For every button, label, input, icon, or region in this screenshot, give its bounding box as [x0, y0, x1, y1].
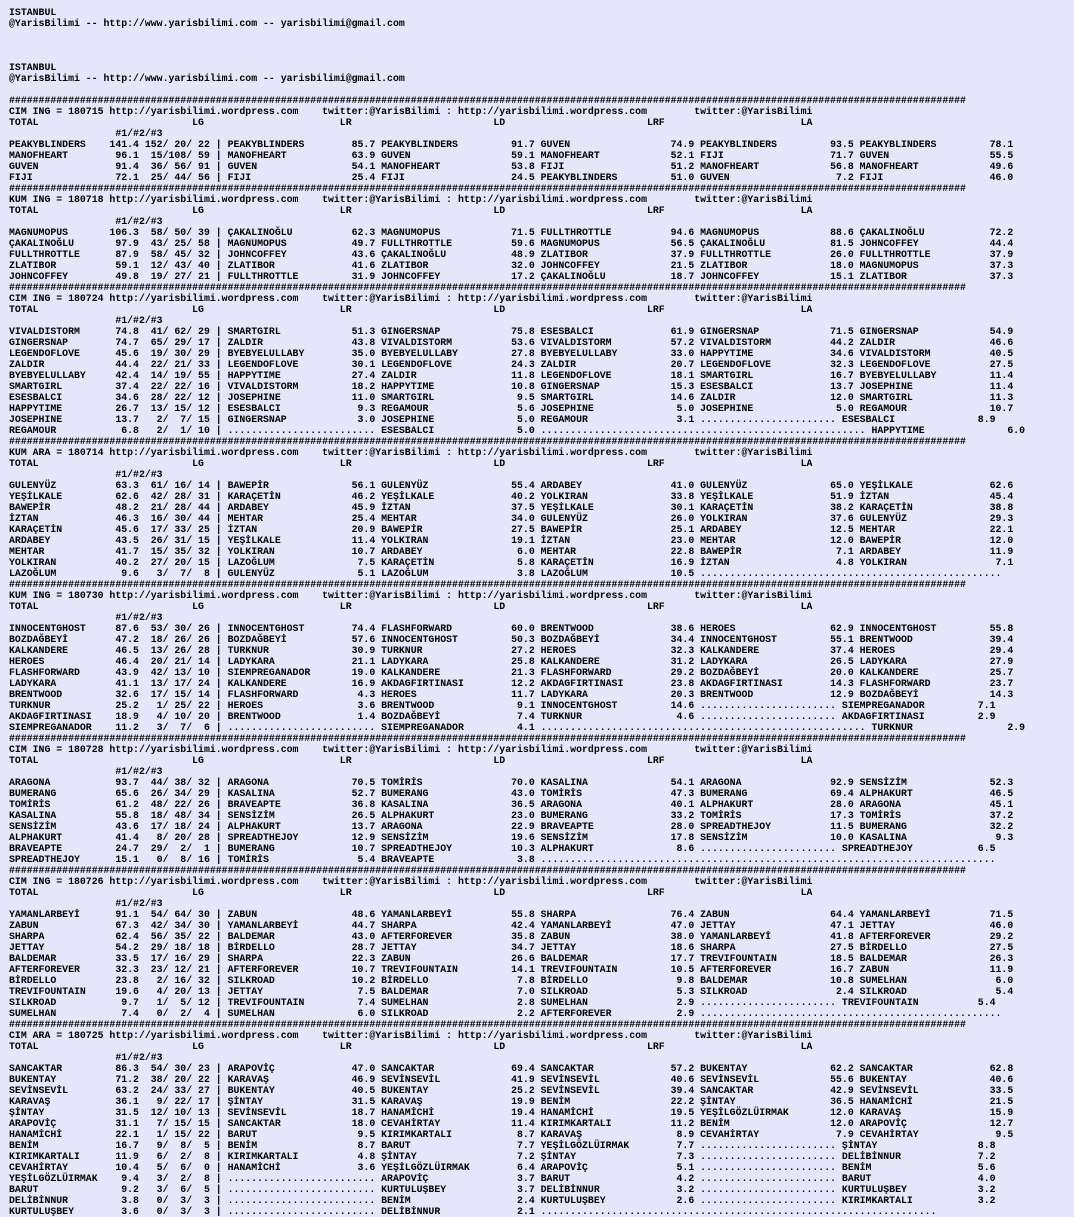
text-line: ARDABEY 43.5 26/ 31/ 15 | YEŞİLKALE 11.4 YOLKIRAN 19.1 İZTAN 23.0 MEHTAR 12.0 BAWEPİR 12.0 [9, 535, 1014, 546]
text-line: TOMİRİS 61.2 48/ 22/ 26 | BRAVEAPTE 36.8 KASALINA 36.5 ARAGONA 40.1 ALPHAKURT 28.0 ARAGONA 45.1 [9, 799, 1014, 810]
text-line: TOTAL LG LR LD LRF LA [9, 304, 813, 315]
text-line: #1/#2/#3 [9, 1052, 163, 1063]
text-line: GINGERSNAP 74.7 65/ 29/ 17 | ZALDIR 43.8 VIVALDISTORM 53.6 VIVALDISTORM 57.2 VIVALDISTORM 44.2 ZALDIR 46.6 [9, 337, 1014, 348]
text-line: HAPPYTIME 26.7 13/ 15/ 12 | ESESBALCI 9.3 REGAMOUR 5.6 JOSEPHINE 5.0 JOSEPHINE 5.0 REGAMOUR 10.7 [9, 403, 1014, 414]
text-line: SPREADTHEJOY 15.1 0/ 8/ 16 | TOMİRİS 5.4 BRAVEAPTE 3.8 ............................................................................. [9, 854, 996, 865]
text-line: SANCAKTAR 86.3 54/ 30/ 23 | ARAPOVİÇ 47.0 SANCAKTAR 69.4 SANCAKTAR 57.2 BUKENTAY 62.2 SANCAKTAR 62.8 [9, 1063, 1014, 1074]
text-line: GUVEN 91.4 36/ 56/ 91 | GUVEN 54.1 MANOFHEART 53.8 FIJI 51.2 MANOFHEART 56.8 MANOFHEART 49.6 [9, 161, 1014, 172]
text-line: VIVALDISTORM 74.8 41/ 62/ 29 | SMARTGIRL 51.3 GINGERSNAP 75.8 ESESBALCI 61.9 GINGERSNAP 71.5 GINGERSNAP 54.9 [9, 326, 1014, 337]
text-line: BUMERANG 65.6 26/ 34/ 29 | KASALINA 52.7 BUMERANG 43.0 TOMİRİS 47.3 BUMERANG 69.4 ALPHAKURT 46.5 [9, 788, 1014, 799]
text-line: ÇAKALINOĞLU 97.9 43/ 25/ 58 | MAGNUMOPUS 49.7 FULLTHROTTLE 59.6 MAGNUMOPUS 56.5 ÇAKALINOĞLU 81.5 JOHNCOFFEY 44.4 [9, 238, 1014, 249]
text-line: BRAVEAPTE 24.7 29/ 2/ 1 | BUMERANG 10.7 SPREADTHEJOY 10.3 ALPHAKURT 8.6 ....................... SPREADTHEJOY 6.5 [9, 843, 996, 854]
text-line: CIM ING = 180726 http://yarisbilimi.wordpress.com twitter:@YarisBilimi : http://yarisbilimi.wordpress.com twitter:@YarisBilimi [9, 876, 813, 887]
text-line: ################################################################################################################################################################## [9, 1019, 966, 1030]
text-line: SMARTGIRL 37.4 22/ 22/ 16 | VIVALDISTORM 18.2 HAPPYTIME 10.8 GINGERSNAP 15.3 ESESBALCI 13.7 JOSEPHINE 11.4 [9, 381, 1014, 392]
text-line [9, 84, 1074, 95]
text-line: BARUT 9.2 3/ 6/ 5 | ......................... KURTULUŞBEY 3.7 DELİBİNNUR 3.2 ....................... KURTULUŞBEY 3.2 [9, 1184, 996, 1195]
text-line: TURKNUR 25.2 1/ 25/ 22 | HEROES 3.6 BRENTWOOD 9.1 INNOCENTGHOST 14.6 ....................... SIEMPREGANADOR 7.1 [9, 700, 996, 711]
text-line: #1/#2/#3 [9, 128, 163, 139]
text-line: FULLTHROTTLE 87.9 58/ 45/ 32 | JOHNCOFFEY 43.6 ÇAKALINOĞLU 48.9 ZLATIBOR 37.9 FULLTHROTTLE 26.0 FULLTHROTTLE 37.9 [9, 249, 1014, 260]
text-line: HANAMİCHİ 22.1 1/ 15/ 22 | BARUT 9.5 KIRIMKARTALI 8.7 KARAVAŞ 8.9 CEVAHİRTAY 7.9 CEVAHİRTAY 9.5 [9, 1129, 1014, 1140]
text-line: SEVİNSEVİL 63.2 24/ 33/ 27 | BUKENTAY 40.5 BUKENTAY 25.2 SEVİNSEVİL 39.4 SANCAKTAR 42.9 SEVİNSEVİL 33.5 [9, 1085, 1014, 1096]
text-line: KUM ING = 180718 http://yarisbilimi.wordpress.com twitter:@YarisBilimi : http://yarisbilimi.wordpress.com twitter:@YarisBilimi [9, 194, 813, 205]
text-line: TOTAL LG LR LD LRF LA [9, 755, 813, 766]
text-line: INNOCENTGHOST 87.6 53/ 30/ 26 | INNOCENTGHOST 74.4 FLASHFORWARD 60.0 BRENTWOOD 38.6 HEROES 62.9 INNOCENTGHOST 55.8 [9, 623, 1014, 634]
text-line: KARAÇETİN 45.6 17/ 33/ 25 | İZTAN 20.9 BAWEPİR 27.5 BAWEPİR 25.1 ARDABEY 12.5 MEHTAR 22.1 [9, 524, 1014, 535]
text-line: @YarisBilimi -- http://www.yarisbilimi.com -- yarisbilimi@gmail.com [9, 18, 405, 29]
text-line: TOTAL LG LR LD LRF LA [9, 458, 813, 469]
text-line: TOTAL LG LR LD LRF LA [9, 117, 813, 128]
text-line: @YarisBilimi -- http://www.yarisbilimi.com -- yarisbilimi@gmail.com [9, 73, 405, 84]
text-line [9, 51, 1074, 62]
text-line: LEGENDOFLOVE 45.6 19/ 30/ 29 | BYEBYELULLABY 35.0 BYEBYELULLABY 27.8 BYEBYELULLABY 33.0 HAPPYTIME 34.6 VIVALDISTORM 40.5 [9, 348, 1014, 359]
text-line: YAMANLARBEYİ 91.1 54/ 64/ 30 | ZABUN 48.6 YAMANLARBEYİ 55.8 SHARPA 76.4 ZABUN 64.4 YAMANLARBEYİ 71.5 [9, 909, 1014, 920]
text-line: BENİM 16.7 9/ 8/ 5 | BENİM 8.7 BARUT 7.7 YEŞİLGÖZLÜIRMAK 7.7 ....................... ŞİNTAY 8.8 [9, 1140, 996, 1151]
text-line: ################################################################################################################################################################## [9, 579, 966, 590]
text-line: İZTAN 46.3 16/ 30/ 44 | MEHTAR 25.4 MEHTAR 34.0 GULENYÜZ 26.0 YOLKIRAN 37.6 GULENYÜZ 29.3 [9, 513, 1014, 524]
text-line: ZALDIR 44.4 22/ 21/ 33 | LEGENDOFLOVE 30.1 LEGENDOFLOVE 24.3 ZALDIR 20.7 LEGENDOFLOVE 32.3 LEGENDOFLOVE 27.5 [9, 359, 1014, 370]
text-line: ŞİNTAY 31.5 12/ 10/ 13 | SEVİNSEVİL 18.7 HANAMİCHİ 19.4 HANAMİCHİ 19.5 YEŞİLGÖZLÜIRMAK 12.0 KARAVAŞ 15.9 [9, 1107, 1014, 1118]
text-line: #1/#2/#3 [9, 766, 163, 777]
text-line: ISTANBUL [9, 7, 57, 18]
text-line: BYEBYELULLABY 42.4 14/ 19/ 55 | HAPPYTIME 27.4 ZALDIR 11.8 LEGENDOFLOVE 18.1 SMARTGIRL 16.7 BYEBYELULLABY 11.4 [9, 370, 1014, 381]
text-line: KURTULUŞBEY 3.6 0/ 3/ 3 | ......................... DELİBİNNUR 2.1 ................................................................... [9, 1206, 937, 1217]
text-line: CIM ING = 180715 http://yarisbilimi.wordpress.com twitter:@YarisBilimi : http://yarisbilimi.wordpress.com twitter:@YarisBilimi [9, 106, 813, 117]
text-line: KUM ARA = 180714 http://yarisbilimi.wordpress.com twitter:@YarisBilimi : http://yarisbilimi.wordpress.com twitter:@YarisBilimi [9, 447, 813, 458]
text-line: MANOFHEART 96.1 15/108/ 59 | MANOFHEART 63.9 GUVEN 59.1 MANOFHEART 52.1 FIJI 71.7 GUVEN 55.5 [9, 150, 1014, 161]
text-line: KASALINA 55.8 18/ 48/ 34 | SENSİZİM 26.5 ALPHAKURT 23.0 BUMERANG 33.2 TOMİRİS 17.3 TOMİRİS 37.2 [9, 810, 1014, 821]
text-line: ARAPOVİÇ 31.1 7/ 15/ 15 | SANCAKTAR 18.0 CEVAHİRTAY 11.4 KIRIMKARTALI 11.2 BENİM 12.0 ARAPOVİÇ 12.7 [9, 1118, 1014, 1129]
text-line: JETTAY 54.2 29/ 18/ 18 | BİRDELLO 28.7 JETTAY 34.7 JETTAY 18.6 SHARPA 27.5 BİRDELLO 27.5 [9, 942, 1014, 953]
text-line: BAWEPİR 48.2 21/ 28/ 44 | ARDABEY 45.9 İZTAN 37.5 YEŞİLKALE 30.1 KARAÇETİN 38.2 KARAÇETİN 38.8 [9, 502, 1014, 513]
text-line: ZLATIBOR 59.1 12/ 43/ 40 | ZLATIBOR 41.6 ZLATIBOR 32.0 JOHNCOFFEY 21.5 ZLATIBOR 18.0 MAGNUMOPUS 37.3 [9, 260, 1014, 271]
text-line: YEŞİLGÖZLÜIRMAK 9.4 3/ 2/ 8 | ......................... ARAPOVİÇ 3.7 BARUT 4.2 ....................... BARUT 4.0 [9, 1173, 996, 1184]
text-line: SILKROAD 9.7 1/ 5/ 12 | TREVIFOUNTAIN 7.4 SUMELHAN 2.8 SUMELHAN 2.9 ....................... TREVIFOUNTAIN 5.4 [9, 997, 996, 1008]
text-line: ################################################################################################################################################################## [9, 733, 966, 744]
text-line: #1/#2/#3 [9, 612, 163, 623]
text-line: ESESBALCI 34.6 28/ 22/ 12 | JOSEPHINE 11.0 SMARTGIRL 9.5 SMARTGIRL 14.6 ZALDIR 12.0 SMARTGIRL 11.3 [9, 392, 1014, 403]
text-line: CIM ARA = 180725 http://yarisbilimi.wordpress.com twitter:@YarisBilimi : http://yarisbilimi.wordpress.com twitter:@YarisBilimi [9, 1030, 813, 1041]
text-line: JOHNCOFFEY 49.8 19/ 27/ 21 | FULLTHROTTLE 31.9 JOHNCOFFEY 17.2 ÇAKALINOĞLU 18.7 JOHNCOFFEY 15.1 ZLATIBOR 37.3 [9, 271, 1014, 282]
text-line: BALDEMAR 33.5 17/ 16/ 29 | SHARPA 22.3 ZABUN 26.6 BALDEMAR 17.7 TREVIFOUNTAIN 18.5 BALDEMAR 26.3 [9, 953, 1014, 964]
text-line: ################################################################################################################################################################## [9, 436, 966, 447]
text-line: SUMELHAN 7.4 0/ 2/ 4 | SUMELHAN 6.0 SILKROAD 2.2 AFTERFOREVER 2.9 ................................................... [9, 1008, 1002, 1019]
text-line: HEROES 46.4 20/ 21/ 14 | LADYKARA 21.1 LADYKARA 25.8 KALKANDERE 31.2 LADYKARA 26.5 LADYKARA 27.9 [9, 656, 1014, 667]
text-line: REGAMOUR 6.8 2/ 1/ 10 | ......................... ESESBALCI 5.0 ....................................................... HAPPYTIME 6.0 [9, 425, 1026, 436]
text-line: ISTANBUL [9, 62, 57, 73]
text-line: ################################################################################################################################################################## [9, 183, 966, 194]
text-line: TOTAL LG LR LD LRF LA [9, 887, 813, 898]
text-line: BİRDELLO 23.8 2/ 16/ 32 | SILKROAD 10.2 BİRDELLO 7.8 BİRDELLO 9.8 BALDEMAR 10.8 SUMELHAN 6.0 [9, 975, 1014, 986]
text-line: SIEMPREGANADOR 11.2 3/ 7/ 6 | ......................... SIEMPREGANADOR 4.1 ....................................................... TURKNUR 2.9 [9, 722, 1026, 733]
text-line: GULENYÜZ 63.3 61/ 16/ 14 | BAWEPİR 56.1 GULENYÜZ 55.4 ARDABEY 41.0 GULENYÜZ 65.0 YEŞİLKALE 62.6 [9, 480, 1014, 491]
text-line: ZABUN 67.3 42/ 34/ 30 | YAMANLARBEYİ 44.7 SHARPA 42.4 YAMANLARBEYİ 47.0 JETTAY 47.1 JETTAY 46.0 [9, 920, 1014, 931]
text-line: KARAVAŞ 36.1 9/ 22/ 17 | ŞİNTAY 31.5 KARAVAŞ 19.9 BENİM 22.2 ŞİNTAY 36.5 HANAMİCHİ 21.5 [9, 1096, 1014, 1107]
text-line: TOTAL LG LR LD LRF LA [9, 205, 813, 216]
text-line [9, 40, 1074, 51]
text-line: ARAGONA 93.7 44/ 38/ 32 | ARAGONA 70.5 TOMİRİS 70.0 KASALINA 54.1 ARAGONA 92.9 SENSİZİM 52.3 [9, 777, 1014, 788]
text-line: SHARPA 62.4 56/ 35/ 22 | BALDEMAR 43.0 AFTERFOREVER 35.8 ZABUN 38.0 YAMANLARBEYİ 41.8 AFTERFOREVER 29.2 [9, 931, 1014, 942]
text-line: MEHTAR 41.7 15/ 35/ 32 | YOLKIRAN 10.7 ARDABEY 6.0 MEHTAR 22.8 BAWEPİR 7.1 ARDABEY 11.9 [9, 546, 1014, 557]
text-line: ################################################################################################################################################################## [9, 95, 966, 106]
text-line: TOTAL LG LR LD LRF LA [9, 601, 813, 612]
text-line: YOLKIRAN 40.2 27/ 20/ 15 | LAZOĞLUM 7.5 KARAÇETİN 5.8 KARAÇETİN 16.9 İZTAN 4.8 YOLKIRAN 7.1 [9, 557, 1014, 568]
text-line: CIM ING = 180728 http://yarisbilimi.wordpress.com twitter:@YarisBilimi : http://yarisbilimi.wordpress.com twitter:@YarisBilimi [9, 744, 813, 755]
text-line: #1/#2/#3 [9, 216, 163, 227]
text-line: #1/#2/#3 [9, 315, 163, 326]
text-line: FIJI 72.1 25/ 44/ 56 | FIJI 25.4 FIJI 24.5 PEAKYBLINDERS 51.0 GUVEN 7.2 FIJI 46.0 [9, 172, 1014, 183]
text-line: FLASHFORWARD 43.9 42/ 13/ 10 | SIEMPREGANADOR 19.0 KALKANDERE 21.3 FLASHFORWARD 29.2 BOZDAĞBEYİ 20.0 KALKANDERE 25.7 [9, 667, 1014, 678]
text-line: KUM ING = 180730 http://yarisbilimi.wordpress.com twitter:@YarisBilimi : http://yarisbilimi.wordpress.com twitter:@YarisBilimi [9, 590, 813, 601]
text-line: ALPHAKURT 41.4 8/ 20/ 28 | SPREADTHEJOY 12.9 SENSİZİM 19.6 SENSİZİM 17.8 SENSİZİM 10.0 KASALINA 9.3 [9, 832, 1014, 843]
text-line: KIRIMKARTALI 11.9 6/ 2/ 8 | KIRIMKARTALI 4.8 ŞİNTAY 7.2 ŞİNTAY 7.3 ....................... DELİBİNNUR 7.2 [9, 1151, 996, 1162]
text-line: AKDAGFIRTINASI 18.9 4/ 10/ 20 | BRENTWOOD 1.4 BOZDAĞBEYİ 7.4 TURKNUR 4.6 ....................... AKDAGFIRTINASI 2.9 [9, 711, 996, 722]
text-line: TREVIFOUNTAIN 19.6 4/ 20/ 13 | JETTAY 7.5 BALDEMAR 7.0 SILKROAD 5.3 SILKROAD 2.4 SILKROAD 5.4 [9, 986, 1014, 997]
text-line: KALKANDERE 46.5 13/ 26/ 28 | TURKNUR 30.9 TURKNUR 27.2 HEROES 32.3 KALKANDERE 37.4 HEROES 29.4 [9, 645, 1014, 656]
text-line: BRENTWOOD 32.6 17/ 15/ 14 | FLASHFORWARD 4.3 HEROES 11.7 LADYKARA 20.3 BRENTWOOD 12.9 BOZDAĞBEYİ 14.3 [9, 689, 1014, 700]
text-line: SENSİZİM 43.6 17/ 18/ 24 | ALPHAKURT 13.7 ARAGONA 22.9 BRAVEAPTE 28.0 SPREADTHEJOY 11.5 BUMERANG 32.2 [9, 821, 1014, 832]
text-line: DELİBİNNUR 3.8 0/ 3/ 3 | ......................... BENİM 2.4 KURTULUŞBEY 2.6 ....................... KIRIMKARTALI 3.2 [9, 1195, 996, 1206]
text-line: AFTERFOREVER 32.3 23/ 12/ 21 | AFTERFOREVER 10.7 TREVIFOUNTAIN 14.1 TREVIFOUNTAIN 10.5 AFTERFOREVER 16.7 ZABUN 11.9 [9, 964, 1014, 975]
text-line: #1/#2/#3 [9, 898, 163, 909]
text-line: TOTAL LG LR LD LRF LA [9, 1041, 813, 1052]
text-line: PEAKYBLINDERS 141.4 152/ 20/ 22 | PEAKYBLINDERS 85.7 PEAKYBLINDERS 91.7 GUVEN 74.9 PEAKYBLINDERS 93.5 PEAKYBLINDERS 78.1 [9, 139, 1014, 150]
text-line: CIM ING = 180724 http://yarisbilimi.wordpress.com twitter:@YarisBilimi : http://yarisbilimi.wordpress.com twitter:@YarisBilimi [9, 293, 813, 304]
text-line: BUKENTAY 71.2 38/ 20/ 22 | KARAVAŞ 46.9 SEVİNSEVİL 41.9 SEVİNSEVİL 40.6 SEVİNSEVİL 55.6 BUKENTAY 40.6 [9, 1074, 1014, 1085]
text-line: MAGNUMOPUS 106.3 58/ 50/ 39 | ÇAKALINOĞLU 62.3 MAGNUMOPUS 71.5 FULLTHROTTLE 94.6 MAGNUMOPUS 88.6 ÇAKALINOĞLU 72.2 [9, 227, 1014, 238]
text-line: JOSEPHINE 13.7 2/ 7/ 15 | GINGERSNAP 3.0 JOSEPHINE 5.0 REGAMOUR 3.1 ....................... ESESBALCI 8.9 [9, 414, 996, 425]
text-line: LAZOĞLUM 9.6 3/ 7/ 8 | GULENYÜZ 5.1 LAZOĞLUM 3.8 LAZOĞLUM 10.5 ................................................... [9, 568, 1002, 579]
text-line: YEŞİLKALE 62.6 42/ 28/ 31 | KARAÇETİN 46.2 YEŞİLKALE 40.2 YOLKIRAN 33.8 YEŞİLKALE 51.9 İZTAN 45.4 [9, 491, 1014, 502]
text-line: #1/#2/#3 [9, 469, 163, 480]
text-line: ################################################################################################################################################################## [9, 282, 966, 293]
text-line: CEVAHİRTAY 10.4 5/ 6/ 0 | HANAMİCHİ 3.6 YEŞİLGÖZLÜIRMAK 6.4 ARAPOVİÇ 5.1 ....................... BENİM 5.6 [9, 1162, 996, 1173]
text-line: BOZDAĞBEYİ 47.2 18/ 26/ 26 | BOZDAĞBEYİ 57.6 INNOCENTGHOST 50.3 BOZDAĞBEYİ 34.4 INNOCENTGHOST 55.1 BRENTWOOD 39.4 [9, 634, 1014, 645]
text-line [9, 29, 1074, 40]
text-line: LADYKARA 41.1 13/ 17/ 24 | KALKANDERE 16.9 AKDAGFIRTINASI 12.2 AKDAGFIRTINASI 23.8 AKDAGFIRTINASI 14.3 FLASHFORWARD 23.7 [9, 678, 1014, 689]
text-line: ################################################################################################################################################################## [9, 865, 966, 876]
